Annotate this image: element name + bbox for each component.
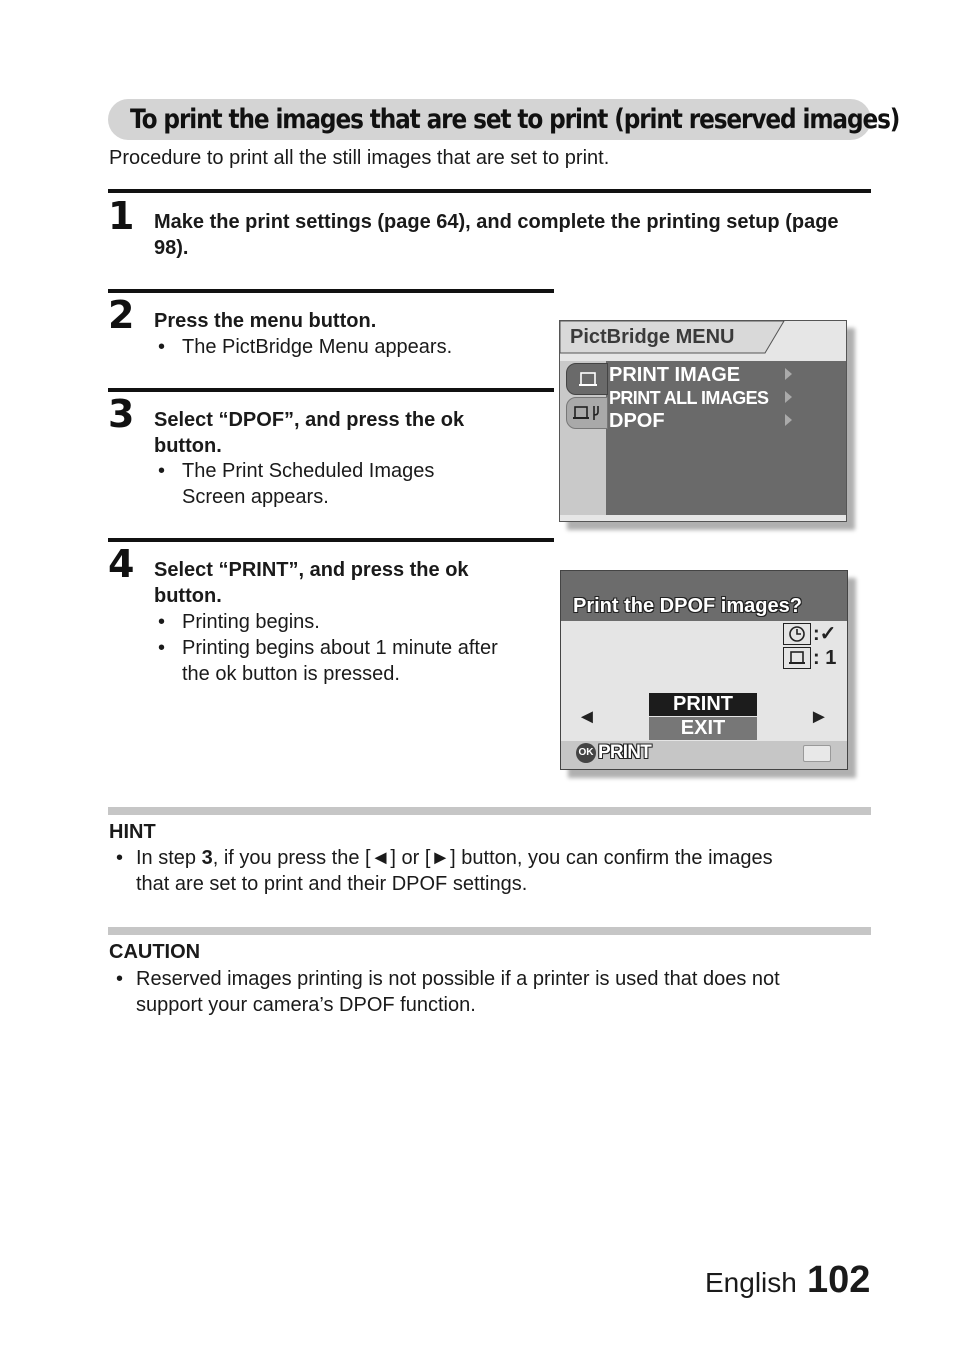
arrow-right-icon[interactable]: ► [809,706,829,728]
setup-tab[interactable] [566,397,608,429]
bullet-dot: • [158,336,166,358]
copies-icon [783,647,811,669]
step-2-number: 2 [108,293,135,337]
bullet-dot: • [116,968,124,990]
step-1-text: Make the print settings (page 64), and complete the printing setup (page 98). [154,211,839,259]
caution-rule [108,927,871,935]
printer-settings-icon [567,398,607,428]
bullet-dot: • [116,847,124,869]
date-icon [783,623,811,645]
step-4-bullet-1 [158,609,320,635]
exit-option[interactable]: EXIT [649,717,757,740]
hint-step-ref: 3 [201,847,213,869]
copies-value: : 1 [813,647,837,669]
print-tab[interactable] [566,363,608,395]
step-2-rule [108,289,554,293]
menu-item-print-image[interactable]: PRINT IMAGE [609,364,741,386]
step-4-text-line1: Select “PRINT”, and press the ok [154,559,469,581]
caution-heading: CAUTION [109,941,201,963]
arrow-left-icon[interactable]: ◄ [577,706,597,728]
print-dpof-screen [560,570,848,770]
step-3-rule [108,388,554,392]
step-2-bullet-text: The PictBridge Menu appears. [182,336,453,358]
caution-line-1: Reserved images printing is not possible if a printer is used that does not [136,968,780,990]
bullet-dot: • [158,460,166,482]
step-4-text-line2: button. [154,585,222,607]
bullet-dot: • [158,611,166,633]
pictbridge-menu-screen [559,320,847,522]
page-number: 102 [807,1259,871,1301]
hint-text-c: , if you press the [◄] or [►] button, you can confirm the images [212,847,773,869]
step-1-number: 1 [108,194,135,238]
step-2-text: Press the menu button. [154,310,377,332]
hint-line-2: that are set to print and their DPOF settings. [136,873,528,895]
battery-icon [803,745,831,762]
printer-icon [567,364,607,394]
dpof-question: Print the DPOF images? [573,595,802,617]
step-4-bullet-1-text: Printing begins. [182,611,320,633]
caution-line-2: support your camera’s DPOF function. [136,994,476,1016]
section-title: To print the images that are set to print (print reserved images) [130,104,900,135]
step-3-bullet [158,458,435,484]
date-print-value: :✓ [813,623,837,645]
chevron-right-icon [785,414,792,426]
step-3-bullet-line1: The Print Scheduled Images [182,460,435,482]
hint-rule [108,807,871,815]
step-3-text-line1: Select “DPOF”, and press the ok [154,409,465,431]
bullet-dot: • [158,637,166,659]
step-3-bullet-line2: Screen appears. [182,486,329,508]
chevron-right-icon [785,391,792,403]
step-3-text-line2: button. [154,435,222,457]
step-4-number: 4 [108,542,135,586]
footer-language: English [705,1267,797,1298]
step-4-bullet-2 [158,635,498,661]
hint-heading: HINT [109,821,156,843]
step-1-rule [108,189,871,193]
step-2-bullet [158,334,453,360]
hint-text-a: In step [136,847,202,869]
menu-item-dpof[interactable]: DPOF [609,410,665,432]
step-4-bullet-2-line2: the ok button is pressed. [182,663,400,685]
hint-line-1 [136,845,773,871]
step-4-bullet-2-line1: Printing begins about 1 minute after [182,637,498,659]
print-option[interactable]: PRINT [649,693,757,716]
ok-print-label: PRINT [598,742,652,763]
step-4-rule [108,538,554,542]
printer-icon [784,648,810,668]
clock-icon [784,624,810,644]
menu-item-print-all-images[interactable]: PRINT ALL IMAGES [609,388,769,408]
step-3-number: 3 [108,392,135,436]
ok-badge-icon: OK [576,743,596,763]
menu-header: PictBridge MENU [570,326,735,348]
section-subtitle: Procedure to print all the still images that are set to print. [109,147,610,169]
chevron-right-icon [785,368,792,380]
